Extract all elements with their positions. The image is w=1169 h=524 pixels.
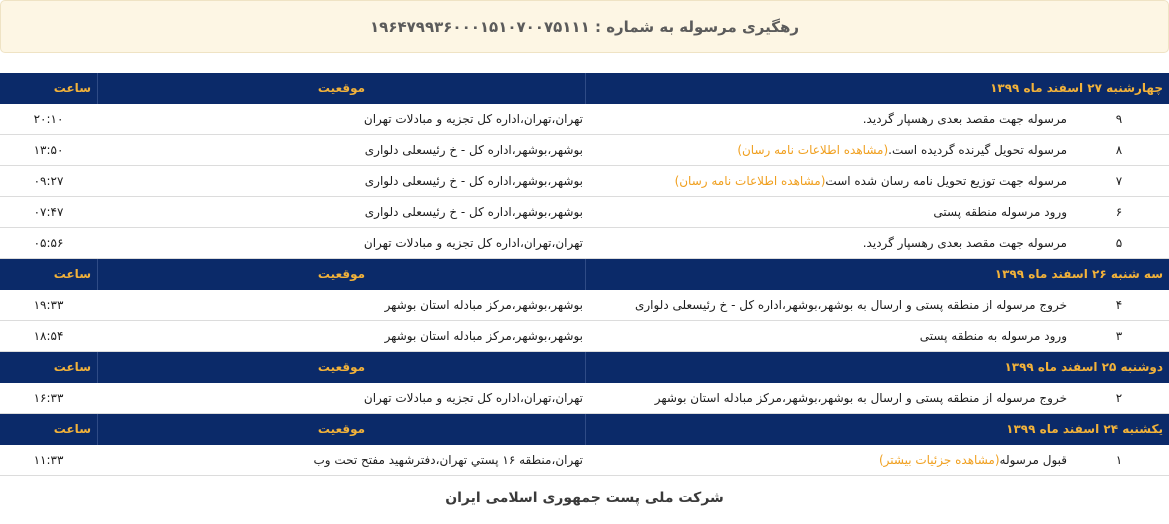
details-link[interactable]: (مشاهده اطلاعات نامه رسان) [737,143,889,157]
event-description: مرسوله جهت توزیع تحویل نامه رسان شده است [825,174,1067,188]
event-location: تهران،تهران،اداره کل تجزیه و مبادلات تهران [363,391,583,405]
time-column-header: ساعت [53,267,91,281]
event-location: بوشهر،بوشهر،مرکز مبادله استان بوشهر [384,329,583,343]
event-time: ۱۶:۳۳ [33,391,64,405]
day-date: یکشنبه ۲۴ اسفند ماه ۱۳۹۹ [585,414,1169,445]
day-header [0,414,1169,445]
event-location: تهران،تهران،اداره کل تجزیه و مبادلات تهران [363,236,583,250]
event-description-cell [585,112,1069,126]
event-location: بوشهر،بوشهر،اداره کل - خ رئیسعلی دلواری [364,174,583,188]
table-row [0,166,1169,197]
day-header [0,352,1169,383]
table-row [0,445,1169,476]
event-number: ۳ [1115,329,1123,343]
event-location: بوشهر،بوشهر،مرکز مبادله استان بوشهر [384,298,583,312]
table-row [0,228,1169,259]
location-column-header: موقعیت [97,352,585,383]
location-column-header: موقعیت [97,414,585,445]
event-time: ۰۵:۵۶ [33,236,64,250]
day-header [0,73,1169,104]
event-time: ۰۹:۲۷ [33,174,64,188]
event-description-cell [585,453,1069,467]
event-location: بوشهر،بوشهر،اداره کل - خ رئیسعلی دلواری [364,143,583,157]
event-number: ۹ [1115,112,1123,126]
time-column-header: ساعت [53,360,91,374]
event-location: بوشهر،بوشهر،اداره کل - خ رئیسعلی دلواری [364,205,583,219]
table-row [0,135,1169,166]
table-row [0,197,1169,228]
day-date: سه شنبه ۲۶ اسفند ماه ۱۳۹۹ [585,259,1169,290]
tracking-title: رهگیری مرسوله به شماره : ۱۹۶۴۷۹۹۳۶۰۰۰۱۵۱۰۷۰۰۷۵۱۱۱ [370,17,799,36]
time-column-header: ساعت [53,422,91,436]
table-row [0,104,1169,135]
day-date: چهارشنبه ۲۷ اسفند ماه ۱۳۹۹ [585,73,1169,104]
table-row [0,383,1169,414]
details-link[interactable]: (مشاهده اطلاعات نامه رسان) [674,174,826,188]
event-description: ورود مرسوله به منطقه پستی [919,329,1067,343]
event-number: ۵ [1115,236,1123,250]
event-description: مرسوله جهت مقصد بعدی رهسپار گردید. [862,112,1067,126]
day-date: دوشنبه ۲۵ اسفند ماه ۱۳۹۹ [585,352,1169,383]
event-description-cell [585,298,1069,312]
event-description-cell [585,391,1069,405]
event-time: ۱۸:۵۴ [33,329,64,343]
event-description-cell [585,205,1069,219]
event-description: قبول مرسوله [999,453,1067,467]
event-description: مرسوله جهت مقصد بعدی رهسپار گردید. [862,236,1067,250]
details-link[interactable]: (مشاهده جزئیات بیشتر) [878,453,1000,467]
event-description-cell [585,143,1069,157]
tracking-table [0,73,1169,476]
event-number: ۱ [1115,453,1123,467]
event-number: ۴ [1115,298,1123,312]
event-description: خروج مرسوله از منطقه پستی و ارسال به بوشهر،بوشهر،اداره کل - خ رئیسعلی دلواری [634,298,1067,312]
location-column-header: موقعیت [97,259,585,290]
event-description-cell [585,236,1069,250]
time-column-header: ساعت [53,81,91,95]
event-description: ورود مرسوله منطقه پستی [933,205,1067,219]
event-number: ۸ [1115,143,1123,157]
event-time: ۱۱:۳۳ [33,453,64,467]
event-time: ۰۷:۴۷ [33,205,64,219]
event-number: ۷ [1115,174,1123,188]
event-description-cell [585,329,1069,343]
event-time: ۱۹:۳۳ [33,298,64,312]
location-column-header: موقعیت [97,73,585,104]
event-time: ۲۰:۱۰ [33,112,64,126]
event-number: ۲ [1115,391,1123,405]
event-description-cell [585,174,1069,188]
day-header [0,259,1169,290]
event-time: ۱۳:۵۰ [33,143,64,157]
tracking-banner [0,0,1169,53]
event-description: مرسوله تحویل گیرنده گردیده است. [888,143,1067,157]
table-row [0,321,1169,352]
table-row [0,290,1169,321]
event-description: خروج مرسوله از منطقه پستی و ارسال به بوشهر،بوشهر،مرکز مبادله استان بوشهر [654,391,1067,405]
event-location: تهران،تهران،اداره کل تجزیه و مبادلات تهران [363,112,583,126]
event-location: تهران،منطقه ۱۶ پستي تهران،دفترشهید مفتح تحت وب [313,453,583,467]
footer-company-name: شرکت ملی پست جمهوری اسلامی ایران [445,490,724,506]
event-number: ۶ [1115,205,1123,219]
